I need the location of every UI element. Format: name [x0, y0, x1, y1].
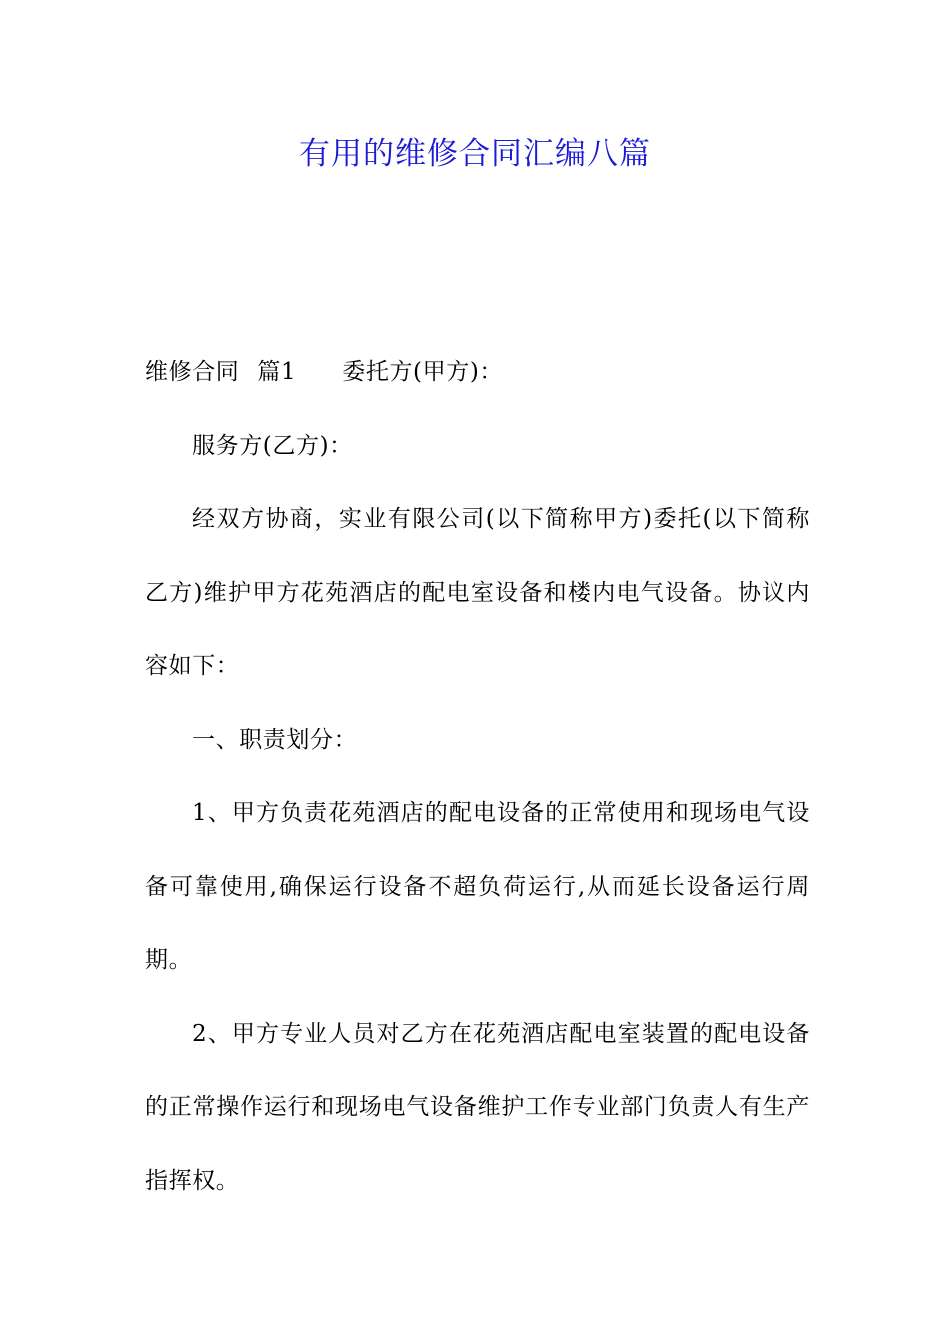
client-line: 委托方(甲方)： [342, 359, 503, 385]
paragraph-agreement: 经双方协商，实业有限公司(以下简称甲方)委托(以下简称乙方)维护甲方花苑酒店的配电室设备和楼内电气设备。协议内容如下： [145, 506, 810, 679]
document-body [145, 336, 810, 1218]
document-title: 有用的维修合同汇编八篇 [299, 136, 651, 172]
paragraph-responsibility-heading: 一、职责划分： [192, 726, 358, 753]
paragraph-item-2: 2、甲方专业人员对乙方在花苑酒店配电室装置的配电设备的正常操作运行和现场电气设备维护工作专业部门负责人有生产指挥权。 [145, 1020, 810, 1194]
paragraph-item-1: 1、甲方负责花苑酒店的配电设备的正常使用和现场电气设备可靠使用,确保运行设备不超负荷运行,从而延长设备运行周期。 [145, 800, 810, 973]
part-label: 篇1 [257, 359, 297, 385]
paragraph-service-party: 服务方(乙方)： [192, 432, 353, 459]
section-label: 维修合同 [145, 359, 240, 385]
section-heading-line [145, 336, 810, 410]
